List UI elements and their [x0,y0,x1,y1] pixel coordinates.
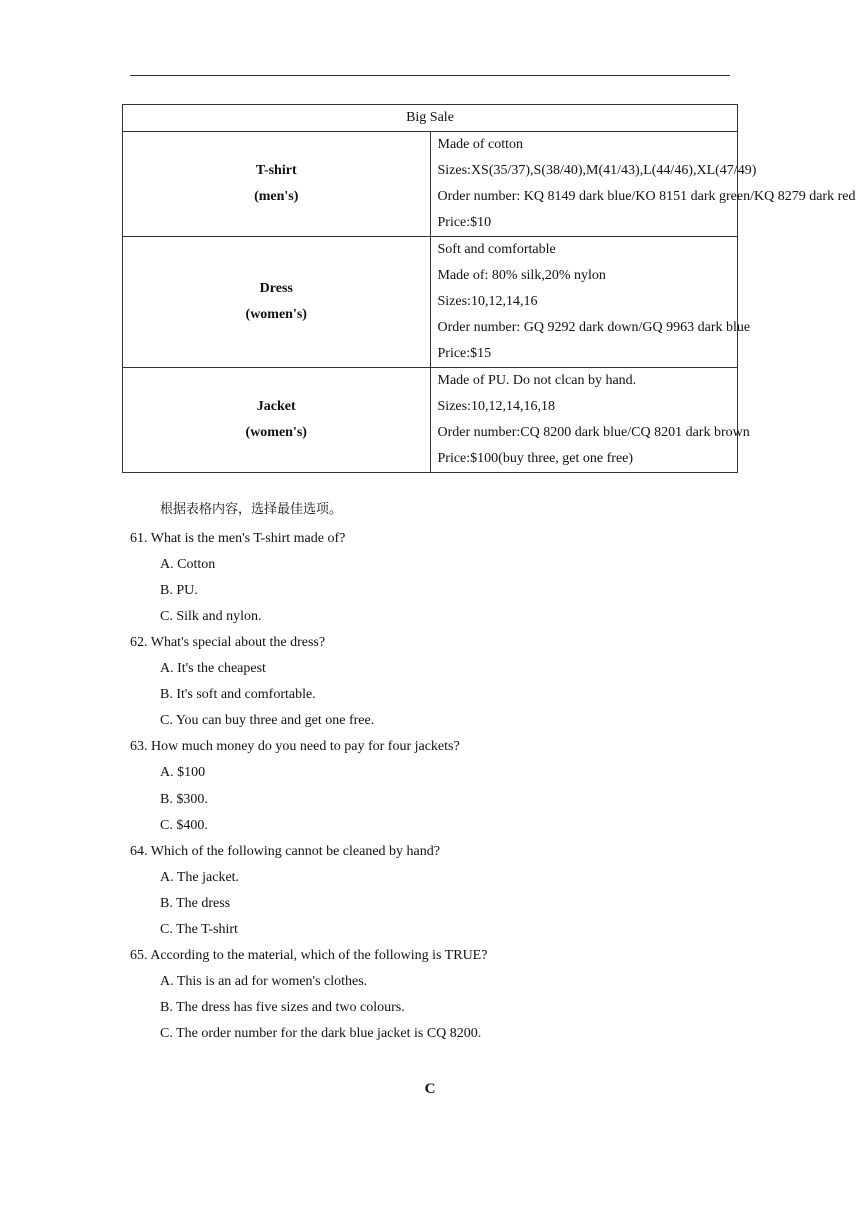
detail-line: Order number:CQ 8200 dark blue/CQ 8201 dark brown [437,425,750,440]
detail-line: Price:$15 [437,346,492,361]
option-62-c: C. You can buy three and get one free. [160,713,375,728]
option-65-b: B. The dress has five sizes and two colours. [160,1000,405,1015]
table-row [123,237,738,368]
header-rule [130,75,730,76]
item-audience: (men's) [254,189,299,204]
detail-line: Soft and comfortable [437,242,556,257]
option-64-c: C. The T-shirt [160,922,238,937]
item-details [430,132,856,237]
question-61: 61. What is the men's T-shirt made of? [130,531,346,546]
instruction-text: 根据表格内容，选择最佳选项。 [160,502,343,517]
detail-line: Price:$100(buy three, get one free) [437,451,634,466]
option-63-a: A. $100 [160,765,206,780]
option-62-a: A. It's the cheapest [160,661,266,676]
option-63-b: B. $300. [160,792,208,807]
item-audience: (women's) [245,307,307,322]
detail-line: Order number: KQ 8149 dark blue/KO 8151 dark green/KQ 8279 dark red [437,189,856,204]
detail-line: Order number: GQ 9292 dark down/GQ 9963 dark blue [437,320,751,335]
detail-line: Made of cotton [437,137,524,152]
table-title: Big Sale [123,105,738,132]
item-details [430,368,750,473]
table-row [123,368,738,473]
option-61-a: A. Cotton [160,557,216,572]
item-audience: (women's) [245,425,307,440]
option-64-a: A. The jacket. [160,870,240,885]
big-sale-table [122,104,856,473]
item-name-cell [123,237,431,368]
option-62-b: B. It's soft and comfortable. [160,687,316,702]
detail-line: Made of PU. Do not clcan by hand. [437,373,637,388]
item-name: Jacket [256,399,296,414]
question-64: 64. Which of the following cannot be cleaned by hand? [130,844,440,859]
detail-line: Made of: 80% silk,20% nylon [437,268,606,283]
item-name-cell [123,368,431,473]
detail-line: Price:$10 [437,215,492,230]
item-details [430,237,751,368]
option-61-b: B. PU. [160,583,198,598]
option-63-c: C. $400. [160,818,208,833]
detail-line: Sizes:XS(35/37),S(38/40),M(41/43),L(44/46),XL(47/49) [437,163,757,178]
option-64-b: B. The dress [160,896,231,911]
question-63: 63. How much money do you need to pay for four jackets? [130,739,460,754]
question-62: 62. What's special about the dress? [130,635,326,650]
table-row [123,132,738,237]
option-65-a: A. This is an ad for women's clothes. [160,974,368,989]
option-65-c: C. The order number for the dark blue jacket is CQ 8200. [160,1026,482,1041]
item-name: T-shirt [255,163,297,178]
question-65: 65. According to the material, which of the following is TRUE? [130,948,488,963]
section-heading: C [424,1081,436,1097]
detail-line: Sizes:10,12,14,16,18 [437,399,555,414]
option-61-c: C. Silk and nylon. [160,609,262,624]
detail-line: Sizes:10,12,14,16 [437,294,538,309]
item-name: Dress [259,281,293,296]
item-name-cell [123,132,431,237]
